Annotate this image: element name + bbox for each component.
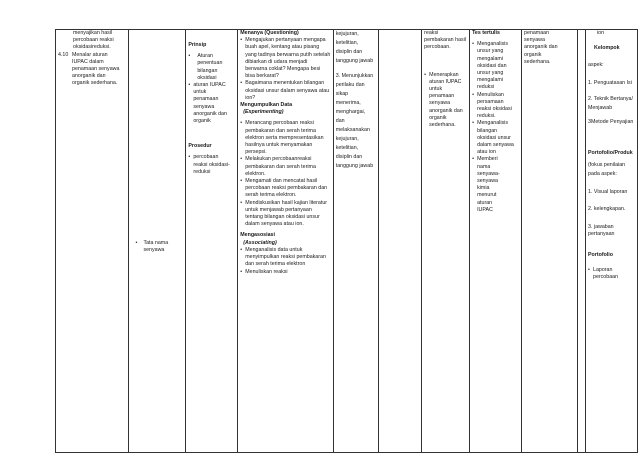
attitude-line: dan: [335, 118, 345, 124]
prosedur-title: Prosedur: [188, 143, 212, 150]
indicator-cell: [422, 30, 470, 453]
indicator-line: percobaan.: [424, 44, 451, 51]
assessment-cell: [470, 30, 522, 453]
section-heading: Tes tertulis: [472, 30, 500, 36]
attitude-line: ketelitian,: [335, 145, 359, 151]
evaluation-line: 2. kelengkapan.: [588, 206, 626, 213]
list-item: • Mengamati dan mencatat hasil percobaan reaksi pembakaran dan serah terima elektron.: [240, 178, 331, 200]
portfolio-title: Portofolio/Produk: [588, 150, 633, 157]
evaluation-line: 1. Visual laporan: [588, 189, 628, 196]
list-item: • Merancang percobaan reaksi pembakaran dan serah terima elektron serta mempresentasikan hasilnya untuk menyamakan persepsi.: [240, 120, 331, 156]
source-cell: [522, 30, 578, 453]
learning-activity-cell: [238, 30, 334, 453]
list-item: • aturan IUPAC untuk penamaan senyawa anorganik dan organik: [188, 82, 231, 125]
competency-line: IUPAC dalam: [72, 58, 104, 65]
attitude-line: tanggung jawab: [335, 58, 374, 64]
attitude-line: perilaku dan: [335, 82, 365, 88]
list-item: • Menerapkan aturan IUPAC untuk penamaan senyawa anorganik dan organik sederhana.: [424, 72, 465, 130]
evaluation-line: 1. Penguatasan Isi: [588, 79, 632, 86]
attitude-line: melaksanakan: [335, 127, 370, 133]
table-row: [56, 30, 638, 453]
material-cell: [129, 30, 186, 453]
principle-cell: [186, 30, 238, 453]
indicator-line: pembakaran hasil: [424, 37, 466, 44]
prinsip-list: [188, 53, 235, 125]
list-item: • Bagaimana menentukan bilangan oksidasi unsur dalam senyawa atau ion?: [240, 80, 331, 102]
kelompok-title: Kelompok: [594, 45, 620, 52]
evaluation-line: ion: [597, 30, 605, 36]
section-heading: Mengasosiasi: [240, 232, 275, 239]
syllabus-table: [55, 29, 638, 453]
list-item: • Mendiskusikan hasil kajian literatur untuk menjawab pertanyaan tentang bilangan oksidasi unsur dalam senyawa atau ion.: [240, 200, 331, 229]
competency-cell: [56, 30, 129, 453]
list-item: • Laporan percobaan: [588, 267, 635, 281]
empty-cell: [578, 30, 586, 453]
prosedur-list: [188, 154, 235, 176]
evaluation-line: (fokus penilaian pada aspek:: [588, 162, 626, 178]
indicator-list: [424, 72, 467, 130]
attitude-line: sikap: [335, 91, 349, 97]
attitude-line: tanggung jawab: [335, 163, 374, 169]
list-item: • Menuliskan reaksi: [240, 269, 331, 276]
assessment-list: [472, 41, 519, 214]
attitude-cell: [333, 30, 378, 453]
list-item: • Menganalisis data untuk menyimpulkan reaksi pembakaran dan serah terima elektron: [240, 247, 331, 269]
source-line: anorganik dan: [524, 44, 558, 51]
activity-list: [240, 247, 331, 276]
bullet-icon: •: [135, 240, 138, 246]
source-line: sederhana.: [524, 58, 551, 65]
attitude-line: 3. Menunjukkan: [335, 73, 374, 79]
section-subheading: (Experimenting): [243, 109, 284, 116]
section-subheading: (Associating): [243, 239, 277, 246]
evaluation-line: 2. Teknik Bertanya/ Menjawab: [588, 95, 633, 111]
prinsip-title: Prinsip: [188, 42, 207, 48]
list-item: • Memberi nama senyawa-senyawa kimia menurut aturan IUPAC: [472, 156, 509, 214]
source-line: organik: [524, 51, 542, 58]
attitude-line: menghargai,: [335, 109, 366, 115]
evaluation-line: aspek:: [588, 62, 604, 69]
source-line: penamaan: [524, 30, 550, 36]
source-line: senyawa: [524, 37, 545, 44]
material-item: Tata nama senyawa: [143, 240, 169, 254]
list-item: • Mengajukan pertanyaan mengapa buah apel, kentang atau pisang yang tadinya berwarna putih setelah dibiarkan di udara menjadi berwarna coklat? Mengapa besi bisa berkarat?: [240, 37, 331, 80]
attitude-line: menerima,: [335, 100, 361, 106]
competency-line: percobaan reaksi: [73, 37, 114, 44]
attitude-line: disiplin dan: [335, 49, 363, 55]
attitude-line: kejujuran,: [335, 136, 359, 142]
section-heading: Menanya (Questioning): [240, 30, 299, 36]
section-heading: Mengumpulkan Data: [240, 102, 293, 109]
empty-cell: [378, 30, 422, 453]
list-item: • Aturan penentuan bilangan oksidasi: [188, 53, 227, 82]
portfolio-title: Portofolio: [588, 252, 614, 259]
attitude-line: disiplin dan: [335, 154, 363, 160]
list-item: • Melakukan percobaanreaksi pembakaran dan serah terima elektron.: [240, 156, 331, 178]
evaluation-list: [588, 267, 635, 281]
evaluation-line: 3. jawaban pertanyaan: [588, 223, 615, 237]
competency-line: penamaan senyawa: [72, 66, 120, 73]
attitude-line: ketelitian,: [335, 40, 359, 46]
competency-line: Menalar aturan: [72, 51, 108, 58]
indicator-line: reaksi: [424, 30, 439, 36]
attitude-line: kejujuran,: [335, 31, 359, 37]
evaluation-line: 3Metode Penyajian: [588, 118, 634, 125]
competency-line: organik sederhana.: [72, 80, 118, 87]
competency-line: menyajikan hasil: [73, 30, 113, 36]
list-item: • percobaan reaksi oksidasi-reduksi: [188, 154, 231, 176]
evaluation-cell: [586, 30, 638, 453]
activity-list: [240, 120, 331, 228]
competency-line: oksidasireduksi.: [73, 44, 111, 51]
activity-list: [240, 37, 331, 102]
competency-line: anorganik dan: [72, 73, 106, 80]
list-item: • Menganalisis unsur yang mengalami oksidasi dan unsur yang mengalami reduksi: [472, 41, 517, 91]
competency-number: 4.10: [58, 51, 69, 58]
list-item: • Menganalisis bilangan oksidasi unsur dalam senyawa atau ion: [472, 120, 517, 156]
list-item: • Menuliskan persamaan reaksi oksidasi reduksi.: [472, 92, 517, 121]
